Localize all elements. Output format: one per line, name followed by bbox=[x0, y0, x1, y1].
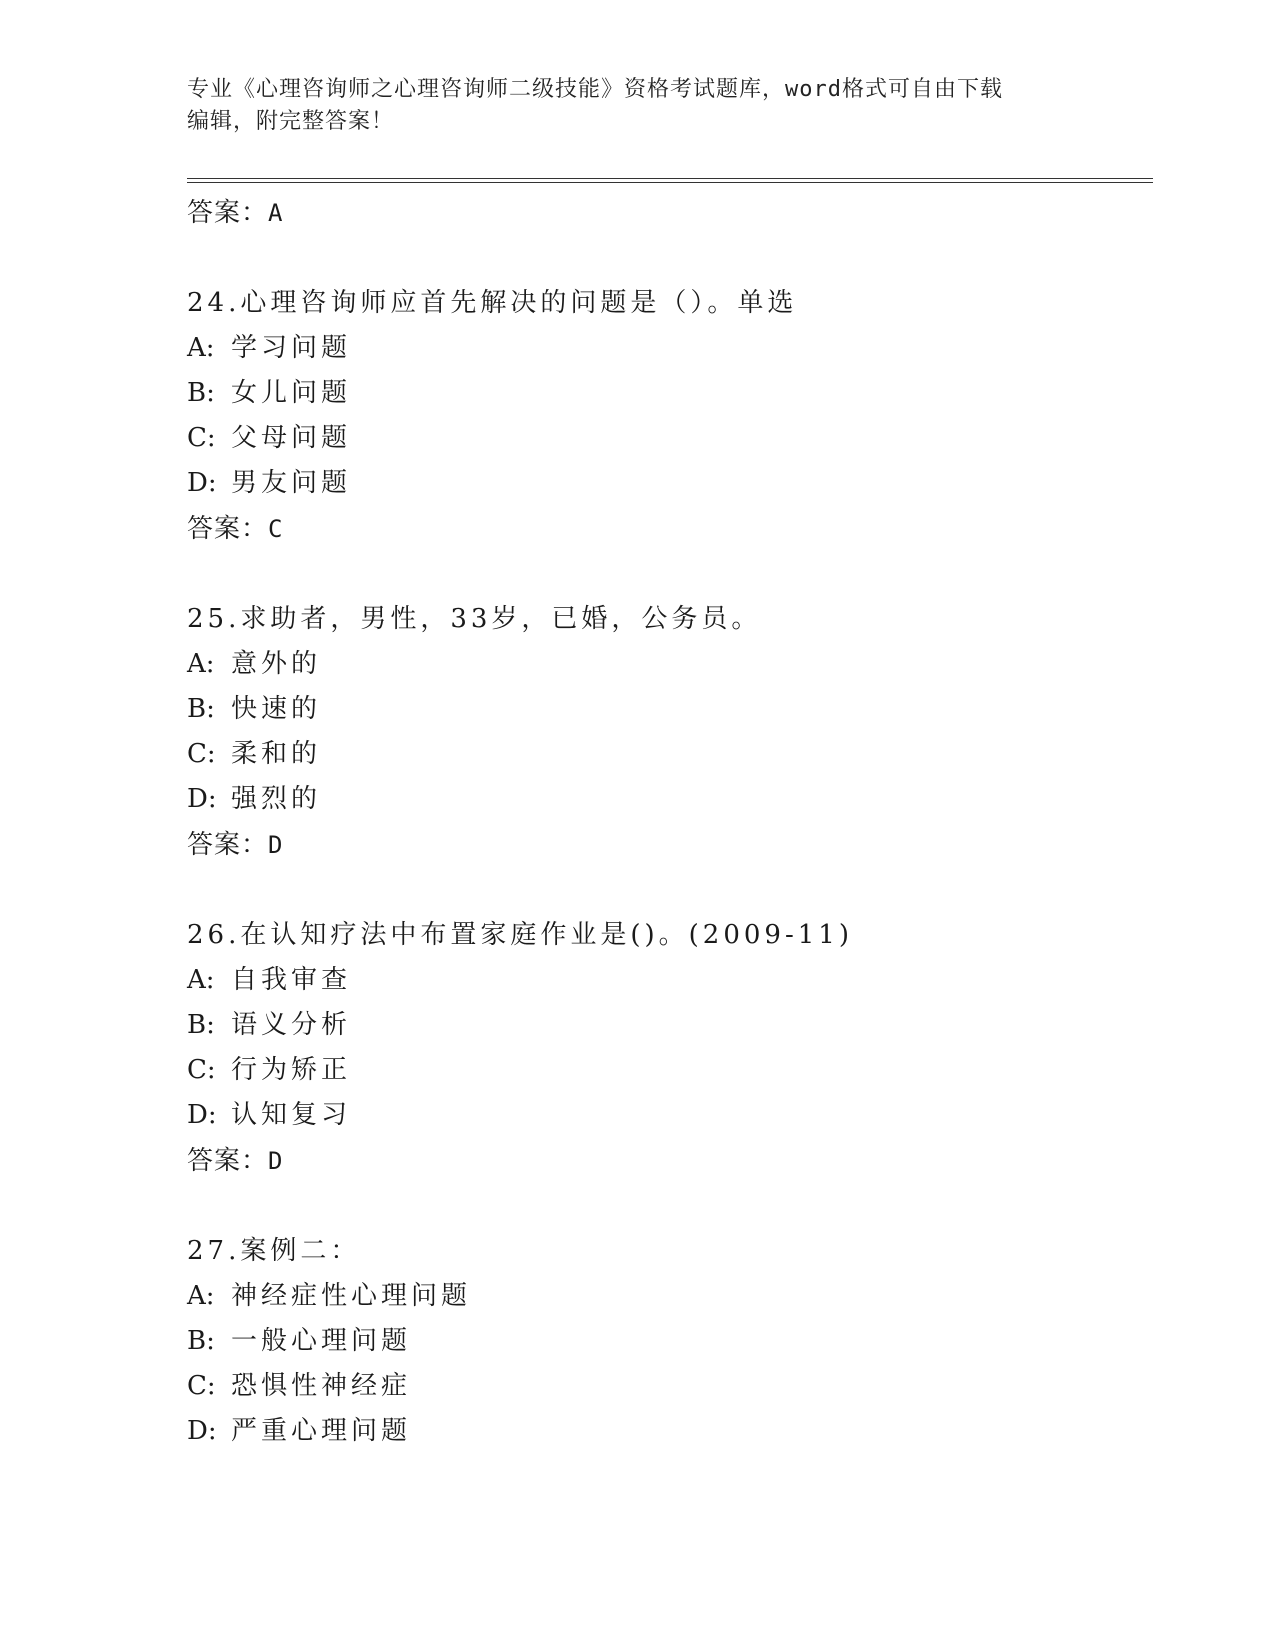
option-d bbox=[187, 1409, 1147, 1454]
answer-value: D bbox=[268, 1147, 284, 1175]
option-key: C: bbox=[187, 1055, 216, 1085]
answer-label: 答案： bbox=[187, 198, 269, 228]
option-c bbox=[187, 1048, 1147, 1093]
option-text: 强烈的 bbox=[231, 784, 322, 814]
answer-value: D bbox=[268, 831, 284, 859]
option-text: 父母问题 bbox=[231, 423, 352, 453]
page-header bbox=[187, 74, 1067, 138]
option-b bbox=[187, 687, 1147, 732]
option-key: B: bbox=[187, 694, 215, 724]
option-c bbox=[187, 732, 1147, 777]
option-text: 认知复习 bbox=[231, 1100, 352, 1130]
option-a bbox=[187, 958, 1147, 1003]
answer-line bbox=[187, 1138, 1147, 1184]
option-d bbox=[187, 777, 1147, 822]
option-text: 柔和的 bbox=[231, 739, 322, 769]
option-key: B: bbox=[187, 1010, 215, 1040]
option-key: B: bbox=[187, 378, 215, 408]
header-line-1: 专业《心理咨询师之心理咨询师二级技能》资格考试题库，word格式可自由下载 bbox=[187, 77, 1003, 102]
answer-label: 答案： bbox=[187, 514, 269, 544]
option-key: A: bbox=[187, 965, 215, 995]
option-text: 语义分析 bbox=[231, 1010, 352, 1040]
option-text: 一般心理问题 bbox=[231, 1326, 412, 1356]
option-text: 学习问题 bbox=[231, 333, 352, 363]
option-key: D: bbox=[187, 1100, 217, 1130]
answer-value: A bbox=[268, 199, 284, 227]
option-text: 男友问题 bbox=[231, 468, 352, 498]
option-key: C: bbox=[187, 739, 216, 769]
question-27: 27.案例二： bbox=[187, 1236, 361, 1266]
header-divider-bottom bbox=[187, 182, 1153, 183]
option-text: 严重心理问题 bbox=[231, 1416, 412, 1446]
option-b bbox=[187, 1319, 1147, 1364]
option-text: 女儿问题 bbox=[231, 378, 352, 408]
option-c bbox=[187, 1364, 1147, 1409]
answer-value: C bbox=[268, 515, 284, 543]
option-b bbox=[187, 1003, 1147, 1048]
question-25: 25.求助者，男性，33岁，已婚，公务员。 bbox=[187, 604, 762, 634]
option-key: D: bbox=[187, 784, 217, 814]
option-d bbox=[187, 1093, 1147, 1138]
option-key: C: bbox=[187, 1371, 216, 1401]
answer-label: 答案： bbox=[187, 1146, 269, 1176]
option-key: D: bbox=[187, 468, 217, 498]
option-d bbox=[187, 461, 1147, 506]
option-a bbox=[187, 642, 1147, 687]
question-24: 24.心理咨询师应首先解决的问题是（）。单选 bbox=[187, 288, 798, 318]
option-key: D: bbox=[187, 1416, 217, 1446]
question-list bbox=[187, 190, 1147, 1454]
answer-line bbox=[187, 506, 1147, 552]
option-key: A: bbox=[187, 1281, 215, 1311]
option-a bbox=[187, 326, 1147, 371]
option-a bbox=[187, 1274, 1147, 1319]
option-key: A: bbox=[187, 649, 215, 679]
option-c bbox=[187, 416, 1147, 461]
answer-label: 答案： bbox=[187, 830, 269, 860]
option-text: 行为矫正 bbox=[231, 1055, 352, 1085]
option-key: B: bbox=[187, 1326, 215, 1356]
option-b bbox=[187, 371, 1147, 416]
option-key: A: bbox=[187, 333, 215, 363]
option-text: 意外的 bbox=[231, 649, 322, 679]
option-text: 自我审查 bbox=[231, 965, 352, 995]
option-text: 快速的 bbox=[231, 694, 322, 724]
answer-line bbox=[187, 822, 1147, 868]
option-text: 神经症性心理问题 bbox=[231, 1281, 472, 1311]
answer-line bbox=[187, 190, 1147, 236]
header-divider-top bbox=[187, 178, 1153, 179]
header-line-2: 编辑，附完整答案！ bbox=[187, 109, 395, 134]
question-26: 26.在认知疗法中布置家庭作业是()。(2009-11) bbox=[187, 920, 853, 950]
option-key: C: bbox=[187, 423, 216, 453]
option-text: 恐惧性神经症 bbox=[231, 1371, 412, 1401]
